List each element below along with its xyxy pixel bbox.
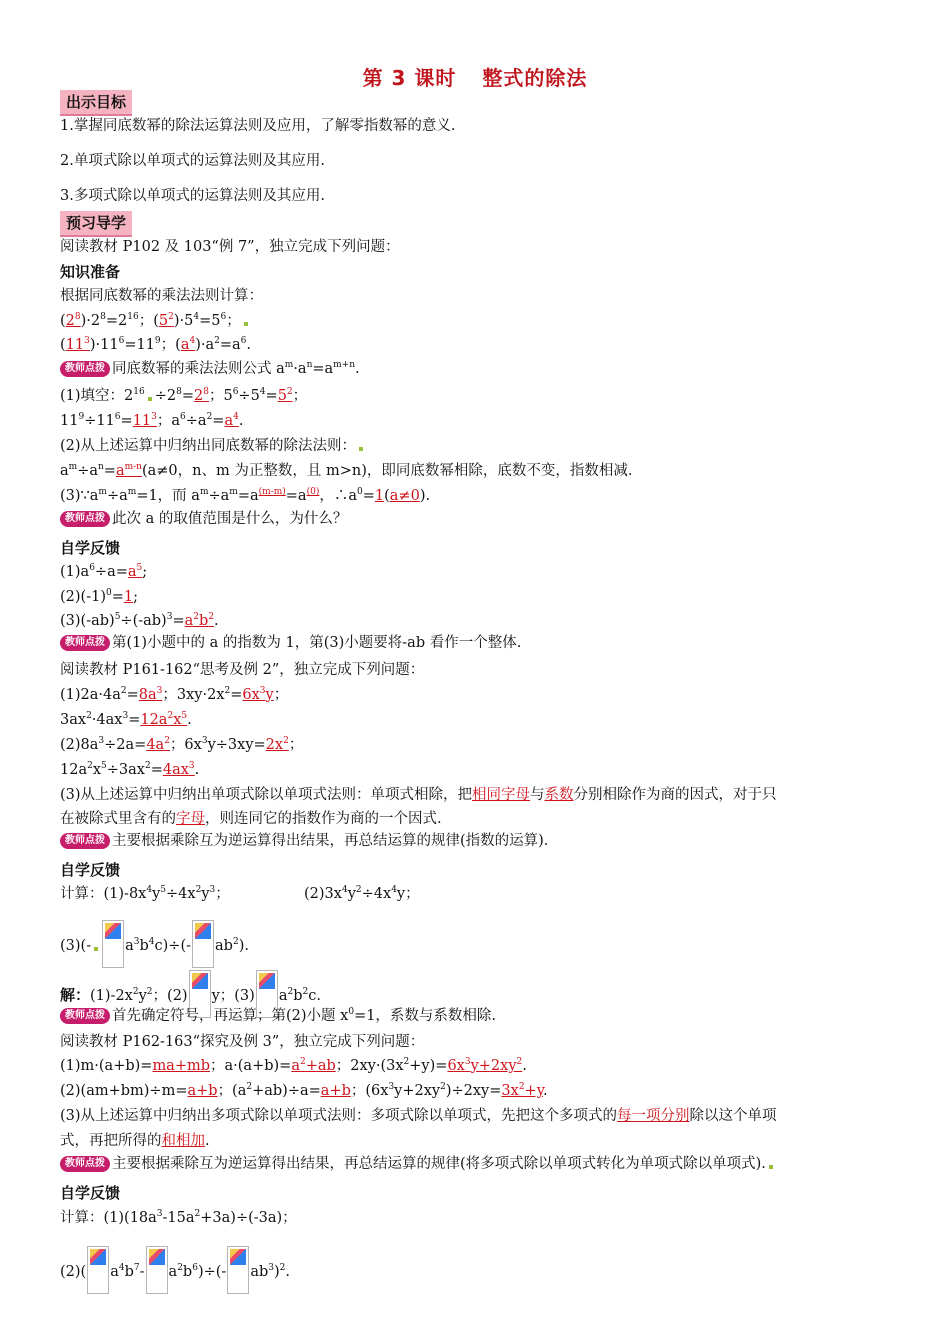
feedback-2: $(2)(-1)^0=1$; xyxy=(60,588,138,605)
exercise-poly-1: 计算：$(1)(18a^3-15a^2+3a)\div(-3a)$； xyxy=(60,1209,297,1226)
calc-instruction: 根据同底数幂的乘法法则计算： xyxy=(60,288,263,304)
self-feedback-heading-1: 自学反馈 xyxy=(60,539,121,557)
fill-line-1: (1)填空：$2^{16} \div 2^8=2^8$；$5^6\div 5^4=5^2$； xyxy=(60,387,308,404)
tip-3: 教师点拨 第(1)小题中的 a 的指数为 1，第(3)小题要将-ab 看作一个整体. xyxy=(60,633,521,653)
exercise-calc-1: 计算：$(1)-8x^4y^5\div 4x^2y^3$； xyxy=(60,885,230,902)
feedback-3: $(3)(-ab)^5\div(-ab)^3=a^2b^2$. xyxy=(60,612,219,629)
mult-line-1: $(2^8)\cdot 2^8=2^{16}$；$(5^2)\cdot 5^4=5^6$； xyxy=(60,311,251,331)
tip-4: 教师点拨 主要根据乘除互为逆运算得出结果，再总结运算的规律(指数的运算). xyxy=(60,831,548,851)
teacher-tip-badge: 教师点拨 xyxy=(60,1008,110,1024)
poly-mult: (1)m·(a+b)=ma+mb；$a\cdot(a+b)=a^2+ab$；$2xy\cdot(3x^2+y)=6x^3y+2xy^2$. xyxy=(60,1057,527,1074)
poly-rule-2: 式，再把所得的和相加. xyxy=(60,1133,210,1149)
teacher-tip-badge: 教师点拨 xyxy=(60,511,110,527)
read-instruction-3: 阅读教材 P162-163“探究及例 3”，独立完成下列问题： xyxy=(60,1034,425,1050)
goal-2: 2.单项式除以单项式的运算法则及其应用. xyxy=(60,153,325,169)
fraction-image xyxy=(87,1246,109,1294)
zero-exponent: $(3)\because a^m\div a^m=1$，而 $a^m\div a^m=a^{(m-m)}=a^{(0)}$，$\therefore a^0=1(a\ne 0)$. xyxy=(60,487,431,504)
mono-div-1: $(2)8a^3\div 2a=4a^2$；$6x^3y\div 3xy=2x^2$； xyxy=(60,736,304,753)
read-instruction-1: 阅读教材 P102 及 103“例 7”，独立完成下列问题： xyxy=(60,239,400,255)
poly-div: (2)(am+bm)÷m=a+b；$(a^2+ab)\div a=a+b$；$(6x^3y+2xy^2)\div 2xy=3x^2+y$. xyxy=(60,1082,548,1099)
mono-div-2: $12a^2x^5\div 3ax^2=4ax^3$. xyxy=(60,761,200,778)
fraction-image xyxy=(192,920,214,968)
tip-6: 教师点拨 主要根据乘除互为逆运算得出结果，再总结运算的规律(将多项式除以单项式转化为单项式除以单项式). xyxy=(60,1154,776,1174)
tip-2: 教师点拨 此次 a 的取值范围是什么，为什么？ xyxy=(60,509,347,529)
mono-mult-2: $3ax^2\cdot 4ax^3=12a^2x^5$. xyxy=(60,711,192,728)
teacher-tip-badge: 教师点拨 xyxy=(60,1156,110,1172)
goal-3: 3.多项式除以单项式的运算法则及其应用. xyxy=(60,188,325,204)
self-feedback-heading-3: 自学反馈 xyxy=(60,1184,121,1202)
knowledge-prep-heading: 知识准备 xyxy=(60,263,121,281)
exercise-calc-3: (3)(- $a^3b^4c)\div(-$ $ab^2$). xyxy=(60,920,249,968)
tip-5: 教师点拨 首先确定符号，再运算；第(2)小题 $x^0=1$，系数与系数相除. xyxy=(60,1006,496,1026)
exercise-calc-2: $(2)3x^4y^2\div 4x^4y$； xyxy=(304,885,420,902)
mono-rule-1: (3)从上述运算中归纳出单项式除以单项式法则：单项式相除，把相同字母与系数分别相除作为商的因式，对于只 xyxy=(60,787,777,803)
mult-line-2: $(11^3)\cdot 11^6=11^9$；$(a^4)\cdot a^2=a^6$. xyxy=(60,336,252,353)
read-instruction-2: 阅读教材 P161-162“思考及例 2”，独立完成下列问题： xyxy=(60,662,425,678)
tip-1: 教师点拨 同底数幂的乘法法则公式 $a^m\cdot a^n=a^{m+n}$. xyxy=(60,359,360,379)
mono-rule-2: 在被除式里含有的字母，则连同它的指数作为商的一个因式. xyxy=(60,811,442,827)
fraction-image xyxy=(227,1246,249,1294)
goal-1: 1.掌握同底数幂的除法运算法则及应用，了解零指数幂的意义. xyxy=(60,118,456,134)
exercise-poly-2: (2)( $a^4b^7-$ $a^2b^6)\div(-$ $ab^3)^2$. xyxy=(60,1246,290,1294)
rule-prompt: (2)从上述运算中归纳出同底数幂的除法法则： xyxy=(60,436,366,456)
teacher-tip-badge: 教师点拨 xyxy=(60,361,110,377)
fill-line-2: $11^9\div 11^6=11^3$；$a^6\div a^2=a^4$. xyxy=(60,412,244,429)
teacher-tip-badge: 教师点拨 xyxy=(60,833,110,849)
division-rule: $a^m\div a^n=a^{m-n}(a\ne 0$，n、m 为正整数，且 m>n)，即同底数幂相除，底数不变，指数相减. xyxy=(60,462,633,479)
poly-rule-1: (3)从上述运算中归纳出多项式除以单项式法则：多项式除以单项式，先把这个多项式的每一项分别除以这个单项 xyxy=(60,1108,777,1124)
fraction-image xyxy=(102,920,124,968)
solution: 解：$(1)-2x^2y^2$；(2) y；(3) $a^2b^2c$. xyxy=(60,970,321,1018)
mono-mult-1: $(1)2a\cdot 4a^2=8a^3$；$3xy\cdot 2x^2=6x^3y$； xyxy=(60,686,289,703)
feedback-1: $(1)a^6\div a=a^5$; xyxy=(60,563,148,580)
fraction-image xyxy=(146,1246,168,1294)
self-feedback-heading-2: 自学反馈 xyxy=(60,861,121,879)
page-title: 第 3 课时 整式的除法 xyxy=(362,66,588,90)
teacher-tip-badge: 教师点拨 xyxy=(60,635,110,651)
section-preview: 预习导学 xyxy=(60,211,132,237)
section-goals: 出示目标 xyxy=(60,90,132,116)
